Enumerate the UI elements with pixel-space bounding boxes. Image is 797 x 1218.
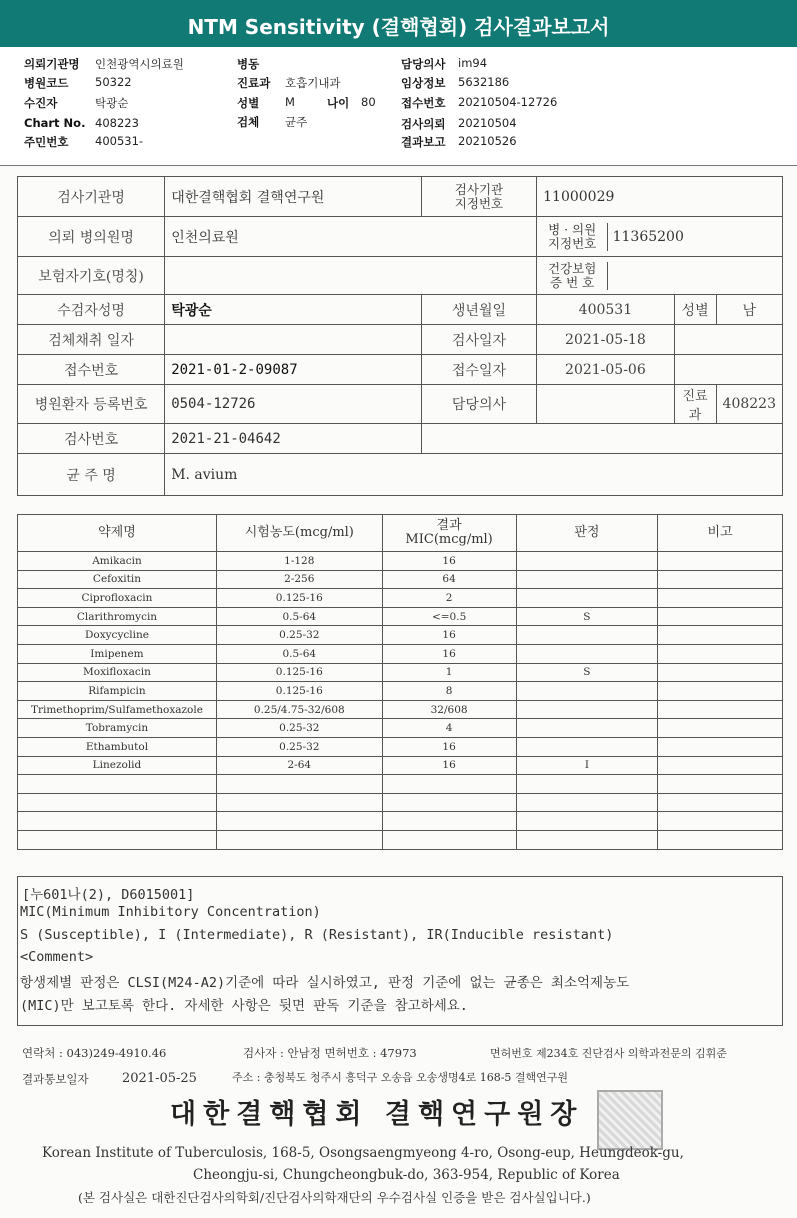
patient-name-label: 수검자성명 [18,295,165,325]
cell-note [658,552,783,571]
cell-note [658,793,783,812]
patient-label: 수진자 [24,96,58,110]
report-date-value: 20210526 [458,134,517,148]
cell-judge [516,775,658,794]
cell-judge [516,737,658,756]
receipt-number-value: 2021-01-2-09087 [165,355,422,385]
department-label: 진료과 [237,76,271,90]
cell-judge [516,570,658,589]
resident-no-label: 주민번호 [24,135,69,149]
cell-mic [382,812,516,831]
cell-drug: Imipenem [18,644,217,663]
mic-header-line1: 결과 [436,518,462,533]
cell-conc: 2-256 [216,570,382,589]
receipt-date-label: 접수일자 [421,355,536,385]
cell-conc: 0.125-16 [216,589,382,608]
cell-drug: Rifampicin [18,682,217,701]
patient-reg-value: 0504-12726 [165,385,422,424]
hospital-id-cell [537,217,783,257]
empty-cell [674,325,782,355]
organization-name: 대한결핵협회 결핵연구원장 [170,1099,584,1130]
cell-judge [516,700,658,719]
cell-judge: S [516,663,658,682]
cell-conc: 0.25/4.75-32/608 [216,700,382,719]
cell-drug: Linezolid [18,756,217,775]
lab-id-label-line1: 검사기관 [454,181,504,197]
cell-conc: 0.25-32 [216,626,382,645]
cell-conc: 0.25-32 [216,719,382,738]
receipt-no-value: 20210504-12726 [458,95,558,109]
cell-note [658,719,783,738]
cell-note [658,737,783,756]
table-row [18,570,783,589]
cell-note [658,812,783,831]
cell-judge [516,719,658,738]
cell-conc: 0.25-32 [216,737,382,756]
insurance-no-label-line1: 건강보험 [547,260,597,276]
receipt-number-label: 접수번호 [18,355,165,385]
cell-mic: 16 [382,756,516,775]
license-text: 면허번호 제234호 진단검사 의학과전문의 김휘준 [490,1047,727,1060]
hospital-label: 의뢰기관명 [24,57,80,71]
cell-conc [216,793,382,812]
referring-hospital-label: 의뢰 병의원명 [18,217,165,257]
table-row [18,626,783,645]
table-row [18,719,783,738]
cell-drug: Trimethoprim/Sulfamethoxazole [18,700,217,719]
cell-judge [516,812,658,831]
cell-note [658,830,783,849]
cell-note [658,644,783,663]
cell-conc: 0.5-64 [216,644,382,663]
dept-value: 408223 [716,385,782,424]
insurer-label: 보험자기호(명칭) [18,257,165,295]
report-date-label-footer: 결과통보일자 [22,1072,89,1086]
tester-text: 검사자 : 안남정 면허번호 : 47973 [243,1046,417,1060]
hospital-id-label-line1: 병 · 의원 [548,221,597,237]
specimen-label: 검체 [237,115,260,129]
lab-info-table [17,176,783,496]
cell-conc: 2-64 [216,756,382,775]
cell-drug: Cefoxitin [18,570,217,589]
certification-text: (본 검사실은 대한진단검사의학회/진단검사의학재단의 우수검사실 인증을 받은 검사실입니다.) [78,1190,591,1205]
age-value: 80 [361,95,376,109]
comment-line: [누601나(2), D6015001] [22,887,195,903]
address-text: 주소 : 충청북도 청주시 흥덕구 오송읍 오송생명4로 168-5 결핵연구원 [232,1071,569,1084]
comment-line: MIC(Minimum Inhibitory Concentration) [20,904,321,920]
cell-judge [516,682,658,701]
cell-mic: 16 [382,552,516,571]
contact-text: 연락처 : 043)249-4910.46 [22,1046,167,1060]
cell-drug: Doxycycline [18,626,217,645]
judgment-header: 판정 [516,515,658,552]
drug-susceptibility-table [17,514,783,850]
remarks-header: 비고 [658,515,783,552]
hospital-value: 인천광역시의료원 [95,57,184,71]
dept-label: 진료과 [674,385,716,424]
mic-header-line2: MIC(mcg/ml) [405,532,493,547]
cell-mic: 4 [382,719,516,738]
comment-line: <Comment> [20,949,94,965]
report-title: NTM Sensitivity (결핵협회) 검사결과보고서 [0,0,797,47]
cell-judge [516,830,658,849]
cell-conc: 0.5-64 [216,607,382,626]
gender-label: 성별 [674,295,716,325]
receipt-no-label: 접수번호 [401,96,446,110]
cell-mic: 64 [382,570,516,589]
birthdate-value: 400531 [537,295,675,325]
table-row [18,663,783,682]
lab-id-value: 11000029 [537,177,783,217]
cell-note [658,682,783,701]
cell-note [658,626,783,645]
hospital-id-value: 11365200 [612,228,684,245]
specimen-value: 균주 [285,115,308,129]
cell-mic: 8 [382,682,516,701]
lab-id-label-line2: 지정번호 [454,195,504,211]
cell-mic: 32/608 [382,700,516,719]
cell-conc: 0.125-16 [216,663,382,682]
cell-judge: S [516,607,658,626]
cell-mic: 1 [382,663,516,682]
comment-line: S (Susceptible), I (Intermediate), R (Resistant), IR(Inducible resistant) [20,927,614,943]
hospital-code-label: 병원코드 [24,76,69,90]
cell-drug: Moxifloxacin [18,663,217,682]
insurance-no-label-line2: 증 번 호 [550,274,595,290]
cell-judge [516,589,658,608]
table-row [18,682,783,701]
cell-drug [18,830,217,849]
doctor-label: 담당의사 [401,57,446,71]
birthdate-label: 생년월일 [421,295,536,325]
cell-mic [382,830,516,849]
request-date-label: 검사의뢰 [401,117,446,131]
chart-no-value: 408223 [95,116,139,130]
clinical-info-value: 5632186 [458,75,510,89]
patient-reg-label: 병원환자 등록번호 [18,385,165,424]
comment-box [17,876,783,1026]
strain-name-label: 균 주 명 [18,454,165,496]
table-row [18,700,783,719]
patient-value: 탁광순 [95,96,129,110]
table-row [18,737,783,756]
attending-doctor-value [537,385,675,424]
empty-cell [421,424,782,454]
cell-mic: 2 [382,589,516,608]
doctor-value: im94 [458,56,488,70]
cell-mic: 16 [382,626,516,645]
empty-cell [674,355,782,385]
test-number-value: 2021-21-04642 [165,424,422,454]
cell-judge [516,793,658,812]
collection-date-label: 검체채취 일자 [18,325,165,355]
empty-row [18,775,783,794]
insurance-no-cell [537,257,783,295]
lab-id-label [421,177,536,217]
clinical-info-label: 임상정보 [401,76,446,90]
table-row [18,552,783,571]
strain-name-value: M. avium [165,454,783,496]
empty-row [18,793,783,812]
cell-drug [18,775,217,794]
empty-row [18,812,783,831]
cell-note [658,607,783,626]
hospital-id-label-line2: 지정번호 [547,235,597,251]
cell-note [658,700,783,719]
cell-mic [382,775,516,794]
empty-row [18,830,783,849]
english-address-line2: Cheongju-si, Chungcheongbuk-do, 363-954, Republic of Korea [193,1167,620,1183]
request-header [0,47,797,166]
report-date-label: 결과보고 [401,135,446,149]
report-date-footer: 2021-05-25 [122,1071,197,1086]
comment-line: (MIC)만 보고토록 한다. 자세한 사항은 뒷면 판독 기준을 참고하세요. [20,998,468,1014]
cell-conc: 0.125-16 [216,682,382,701]
request-date-value: 20210504 [458,116,517,130]
mic-header [382,515,516,552]
comment-line: 항생제별 판정은 CLSI(M24-A2)기준에 따라 실시하였고, 판정 기준에 없는 균종은 최소억제농도 [20,975,630,991]
cell-judge [516,644,658,663]
ward-label: 병동 [237,57,260,71]
cell-conc: 1-128 [216,552,382,571]
drug-rows [18,552,783,850]
lab-name-value: 대한결핵협회 결핵연구원 [165,177,422,217]
cell-judge [516,552,658,571]
cell-mic: 16 [382,737,516,756]
age-label: 나이 [327,96,350,110]
patient-name-value: 탁광순 [165,295,422,325]
cell-drug [18,793,217,812]
collection-date-value [165,325,422,355]
lab-name-label: 검사기관명 [18,177,165,217]
gender-value: 남 [716,295,782,325]
cell-conc [216,775,382,794]
chart-no-label: Chart No. [24,116,86,130]
cell-mic: 16 [382,644,516,663]
cell-mic: <=0.5 [382,607,516,626]
official-seal-icon [597,1090,663,1150]
table-row [18,644,783,663]
cell-drug: Ethambutol [18,737,217,756]
test-conc-header: 시험농도(mcg/ml) [216,515,382,552]
table-row [18,607,783,626]
cell-mic [382,793,516,812]
cell-note [658,570,783,589]
receipt-date-value: 2021-05-06 [537,355,675,385]
cell-note [658,756,783,775]
cell-judge [516,626,658,645]
resident-no-value: 400531- [95,134,144,148]
test-number-label: 검사번호 [18,424,165,454]
department-value: 호흡기내과 [285,76,341,90]
test-date-value: 2021-05-18 [537,325,675,355]
cell-drug [18,812,217,831]
referring-hospital-value: 인천의료원 [165,217,537,257]
cell-drug: Tobramycin [18,719,217,738]
cell-drug: Clarithromycin [18,607,217,626]
cell-note [658,775,783,794]
hospital-code-value: 50322 [95,75,132,89]
cell-drug: Ciprofloxacin [18,589,217,608]
table-row [18,589,783,608]
sex-value: M [285,95,295,109]
drug-name-header: 약제명 [18,515,217,552]
cell-conc [216,812,382,831]
cell-note [658,663,783,682]
attending-doctor-label: 담당의사 [421,385,536,424]
cell-drug: Amikacin [18,552,217,571]
table-row [18,756,783,775]
cell-note [658,589,783,608]
english-address-line1: Korean Institute of Tuberculosis, 168-5, Osongsaengmyeong 4-ro, Osong-eup, Heungdeok-gu, [42,1145,684,1161]
cell-judge: I [516,756,658,775]
test-date-label: 검사일자 [421,325,536,355]
insurer-value [165,257,537,295]
sex-label: 성별 [237,96,260,110]
cell-conc [216,830,382,849]
